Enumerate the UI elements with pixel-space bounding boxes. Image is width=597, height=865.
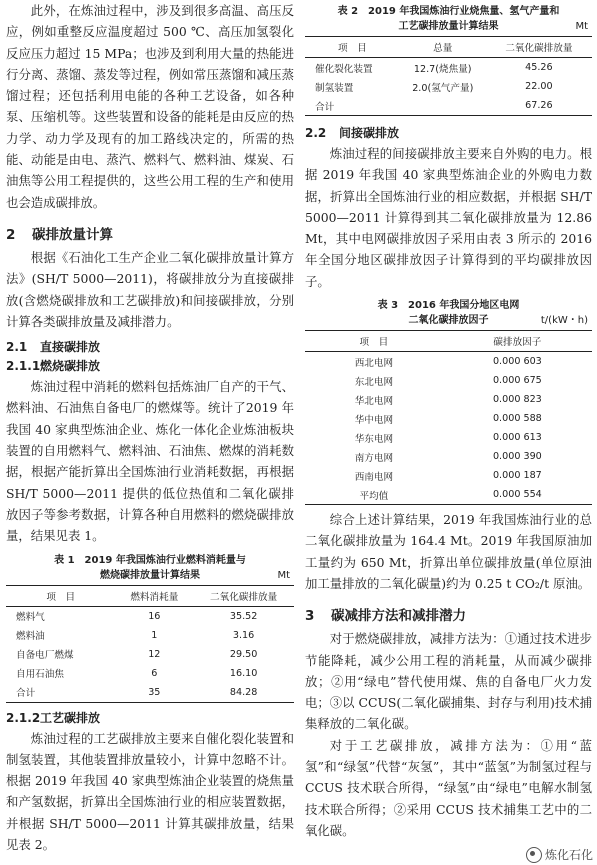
- table-row: [6, 626, 294, 645]
- table-row: [305, 428, 592, 447]
- subsection-title: 间接碳排放: [339, 126, 400, 140]
- subsection-title: 直接碳排放: [40, 340, 101, 355]
- table-header: 项 目: [6, 585, 115, 606]
- caption-line: 燃烧碳排放量计算结果: [100, 569, 200, 581]
- table-row: [305, 352, 592, 372]
- table-cell: 0.000 588: [492, 413, 542, 425]
- table-cell: 84.28: [193, 683, 294, 703]
- table-header: 项 目: [305, 37, 400, 58]
- table-cell: 合计: [305, 96, 400, 116]
- table-row: [6, 664, 294, 683]
- table-3: [305, 330, 592, 505]
- table-cell: 2.0(氢气产量): [412, 82, 474, 94]
- intro-paragraph: 此外，在炼油过程中，涉及到很多高温、高压反应，例如重整反应温度超过 500 ℃、高压加氢裂化反应压力超过 15 MPa；也涉及到利用大量的热能进行分离、蒸馏、蒸发等过程，例如常压蒸馏和减压蒸馏过程；还包括利用电能的各种工艺设备，如各种泵、压缩机等。这些装置和设备的能耗是由反应的热力学、动力学及现有的加工路线决定的，所需的热能、动能是由电、蒸汽、燃料气、燃料油、煤炭、石油焦等公用工程提供的，这些公用工程的生产和使用也会造成碳排放。: [6, 3, 294, 210]
- subsection-2-2-heading: [305, 124, 592, 141]
- table-unit: t/(kW・h): [540, 315, 588, 327]
- table-row: [305, 485, 592, 505]
- caption-line: 表 2 2019 年我国炼油行业烧焦量、氢气产量和: [337, 6, 560, 17]
- table-cell: 45.26: [525, 62, 553, 73]
- table-cell: 0.000 823: [492, 394, 542, 406]
- table-cell: [400, 96, 486, 116]
- table-cell: 12: [148, 648, 161, 660]
- table-cell: 华北电网: [354, 395, 394, 407]
- section-2-1-1-paragraph: 炼油过程中消耗的燃料包括炼油厂自产的干气、燃料油、石油焦自备电厂的燃煤等。统计了2019 年我国 40 家典型炼油企业、炼化一体化企业炼油板块装置的自用燃料气、燃料油、石油焦、燃煤的消耗数据，根据产能折算出全国炼油行业消耗数据，再根据 SH/T 5000—2011 提供的低位热值和二氧化碳排放因子等参考数据，计算各种自用燃料的燃烧碳排放量，结果见表 1。: [6, 379, 294, 544]
- table-row: [305, 447, 592, 466]
- table-cell: 0.000 613: [492, 432, 542, 444]
- table-row: [305, 96, 592, 116]
- table-cell: 东北电网: [354, 376, 394, 388]
- summary-paragraph: 综合上述计算结果，2019 年我国炼油行业的总二氧化碳排放量为 164.4 Mt。2019 年我国原油加工量约为 650 Mt，折算出单位碳排放量(单位原油加工量排放的二氧化碳量)约为 0.25 t CO₂/t 原油。: [305, 512, 592, 591]
- table-header: 二氧化碳排放量: [193, 585, 294, 606]
- section-number: 2: [6, 226, 16, 243]
- left-column: [6, 0, 294, 855]
- table-cell: 南方电网: [354, 452, 394, 464]
- table-cell: 自备电厂燃煤: [16, 650, 74, 662]
- section-2-heading: [6, 223, 294, 243]
- table-2-caption: [305, 4, 592, 34]
- subsection-number: 2.2: [305, 126, 327, 140]
- table-cell: 催化裂化装置: [315, 63, 373, 75]
- table-cell: 16: [148, 610, 161, 622]
- caption-line: 工艺碳排放量计算结果: [398, 21, 499, 32]
- table-cell: 6: [151, 667, 158, 679]
- subsection-2-1-2-heading: [6, 709, 294, 726]
- table-cell: 3.16: [232, 629, 255, 641]
- table-cell: 12.7(烧焦量): [413, 63, 472, 75]
- section-number: 3: [305, 608, 315, 625]
- table-cell: 0.000 390: [492, 451, 542, 463]
- table-cell: 0.000 187: [492, 470, 542, 482]
- table-row: [305, 371, 592, 390]
- section-3-paragraph-1: 对于燃烧碳排放，减排方法为：①通过技术进步节能降耗，减少公用工程的消耗量，从而减少碳排放；②用“绿电”替代使用煤、焦的自备电厂火力发电；③以 CCUS(二氧化碳捕集、封存与利用)技术捕集释放的二氧化碳。: [305, 631, 592, 732]
- section-title: 碳排放量计算: [32, 226, 113, 243]
- caption-line: 表 3 2016 年我国分地区电网: [377, 300, 520, 312]
- table-cell: 制氢装置: [315, 82, 354, 94]
- table-1: [6, 585, 294, 703]
- table-header: 碳排放因子: [443, 331, 592, 352]
- table-cell: 燃料油: [16, 631, 45, 643]
- table-cell: 22.00: [525, 81, 553, 92]
- table-cell: 0.000 554: [443, 485, 592, 505]
- table-cell: 自用石油焦: [16, 669, 64, 681]
- table-header: 总量: [400, 37, 486, 58]
- table-row: [305, 409, 592, 428]
- table-cell: 0.000 675: [492, 375, 542, 387]
- table-cell: 1: [151, 629, 158, 641]
- subsection-title: 燃烧碳排放: [40, 359, 101, 374]
- table-cell: 0.000 603: [492, 356, 542, 368]
- caption-line: 表 1 2019 年我国炼油行业燃料消耗量与: [54, 554, 246, 566]
- table-unit: Mt: [575, 21, 588, 32]
- section-2-2-paragraph: 炼油过程的间接碳排放主要来自外购的电力。根据 2019 年我国 40 家典型炼油企业的外购电力数据，折算出全国炼油行业的相应数据，并根据 SH/T 5000—2011 计算得到其二氧化碳排放量为 12.86 Mt，其中电网碳排放因子采用由表 3 所示的 2016 年全国分地区碳排放因子计算得到的平均碳排放因子。: [305, 146, 592, 289]
- subsection-number: 2.1: [6, 340, 28, 355]
- table-cell: 平均值: [305, 485, 443, 505]
- right-column: [305, 0, 592, 841]
- table-header: 项 目: [305, 331, 443, 352]
- table-row: [6, 683, 294, 703]
- caption-line: 二氧化碳排放因子: [408, 315, 489, 327]
- table-row: [305, 466, 592, 485]
- section-3-paragraph-2: 对于工艺碳排放，减排方法为：①用“蓝氢”和“绿氢”代替“灰氢”，其中“蓝氢”为制氢过程与 CCUS 技术联合所得，“绿氢”由“绿电”电解水制氢技术联合所得；②采用 CCUS 技术捕集工艺中的二氧化碳。: [305, 737, 592, 838]
- table-1-caption: [6, 553, 294, 583]
- table-3-caption: [305, 298, 592, 328]
- table-cell: 华中电网: [354, 414, 394, 426]
- section-title: 碳减排方法和减排潜力: [331, 608, 466, 625]
- table-cell: 合计: [6, 683, 115, 703]
- watermark-text: 炼化石化: [544, 848, 593, 862]
- watermark: [526, 846, 593, 863]
- subsection-title: 工艺碳排放: [40, 710, 101, 725]
- section-3-heading: [305, 604, 592, 624]
- subsection-2-1-heading: [6, 338, 294, 355]
- subsection-number: 2.1.1: [6, 359, 41, 374]
- table-row: [305, 58, 592, 78]
- table-cell: 16.10: [229, 667, 258, 679]
- table-cell: 西北电网: [354, 357, 394, 369]
- table-header: 二氧化碳排放量: [486, 37, 592, 58]
- section-2-1-2-paragraph: 炼油过程的工艺碳排放主要来自催化裂化装置和制氢装置，其他装置排放量较小，计算中忽略不计。根据 2019 年我国 40 家典型炼油企业装置的烧焦量和产氢数据，折算出全国炼油行业的相应装置数据，并根据 SH/T 5000—2011 计算其碳排放量，结果见表 2。: [6, 730, 294, 853]
- table-cell: 燃料气: [16, 612, 45, 624]
- subsection-number: 2.1.2: [6, 710, 41, 725]
- table-cell: 35.52: [229, 610, 258, 622]
- table-row: [6, 645, 294, 664]
- subsection-2-1-1-heading: [6, 357, 294, 374]
- table-cell: 西南电网: [354, 471, 394, 483]
- table-cell: 35: [115, 683, 193, 703]
- table-cell: 29.50: [229, 648, 258, 660]
- wechat-icon: [526, 847, 542, 863]
- table-header: 燃料消耗量: [115, 585, 193, 606]
- table-unit: Mt: [277, 569, 290, 581]
- table-row: [6, 606, 294, 626]
- table-cell: 华东电网: [354, 433, 394, 445]
- table-cell: 67.26: [486, 96, 592, 116]
- table-row: [305, 390, 592, 409]
- section-2-paragraph: 根据《石油化工生产企业二氧化碳排放量计算方法》(SH/T 5000—2011)，将碳排放分为直接碳排放(含燃烧碳排放和工艺碳排放)和间接碳排放，分别计算各类碳排放量及减排潜力。: [6, 249, 294, 329]
- table-row: [305, 77, 592, 96]
- table-2: [305, 36, 592, 116]
